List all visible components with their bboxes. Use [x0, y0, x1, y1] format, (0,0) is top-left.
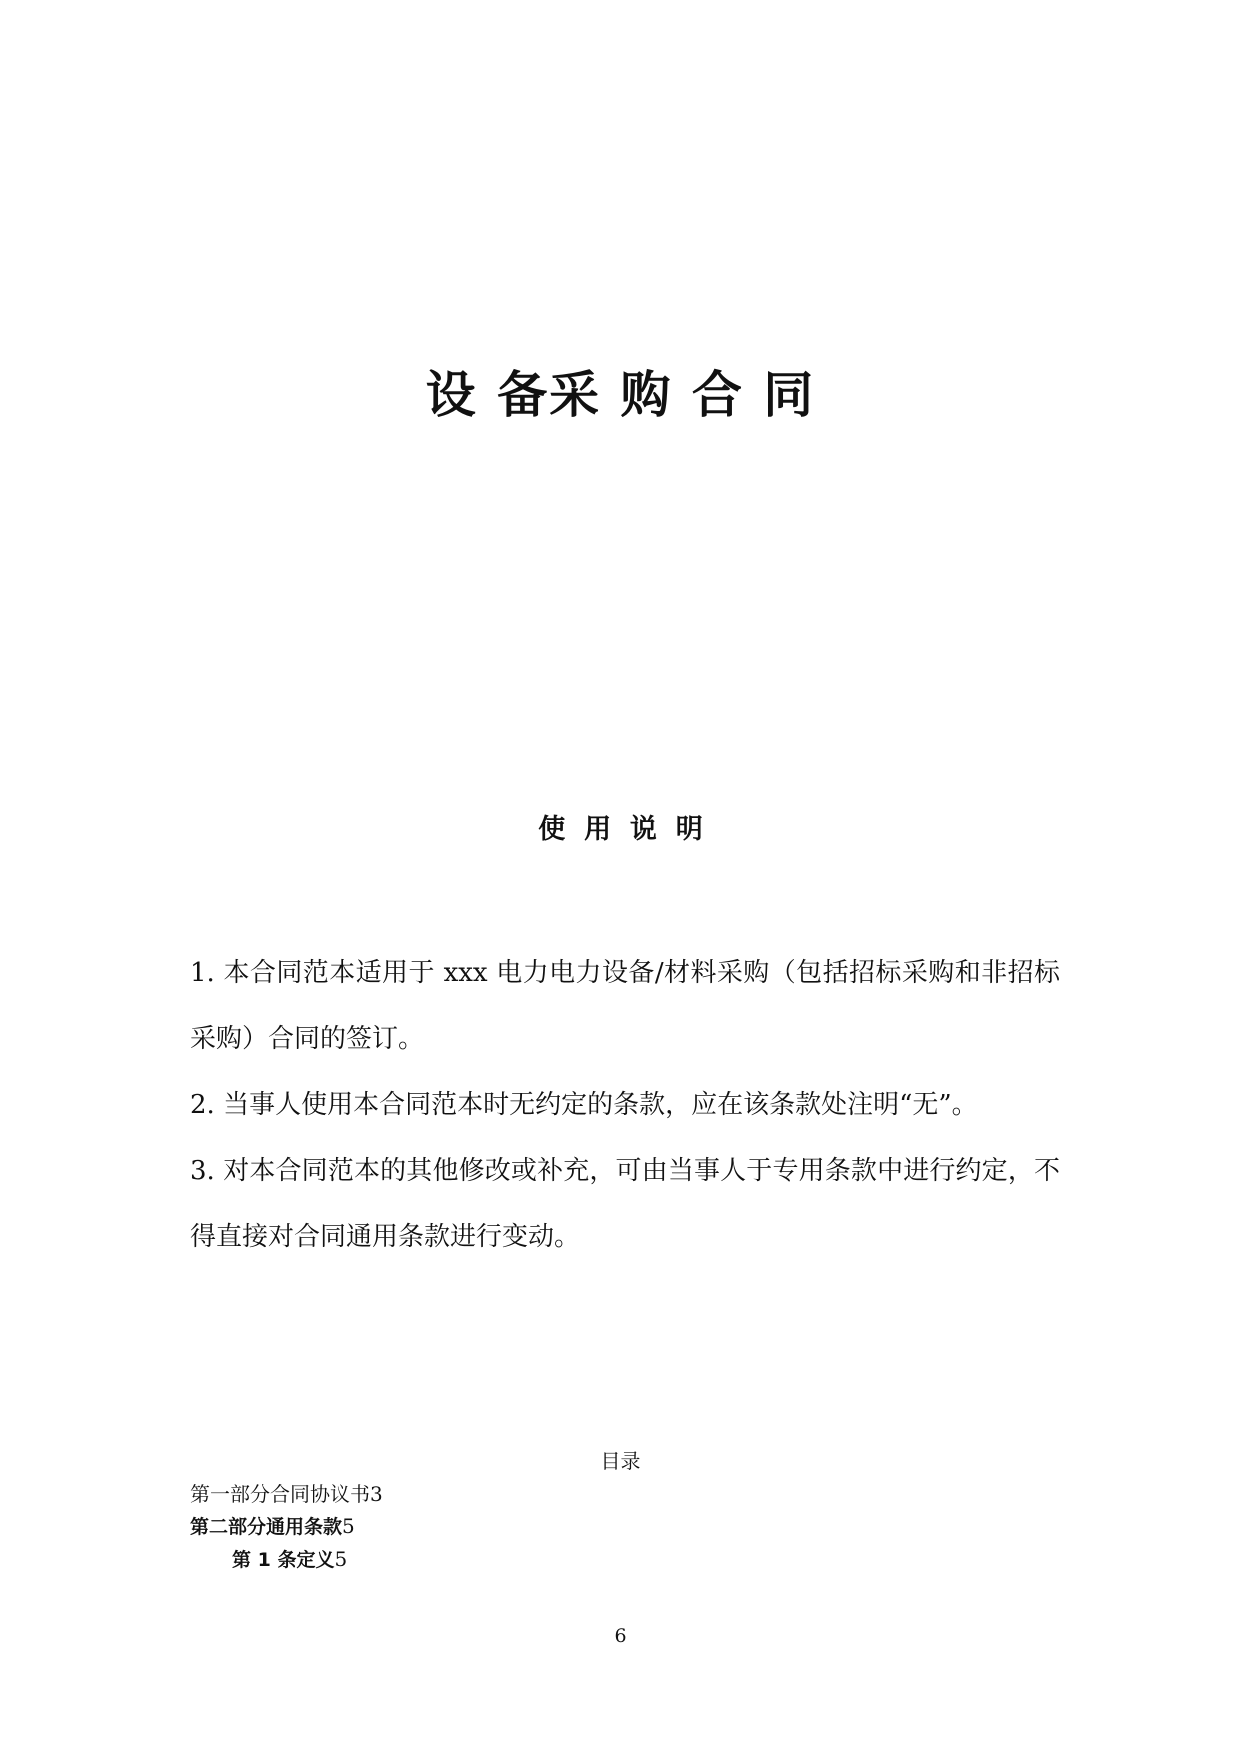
usage-paragraph-1: 1. 本合同范本适用于 xxx 电力电力设备/材料采购（包括招标采购和非招标采购）合同的签订。 — [190, 958, 1060, 1054]
toc-title: 目录 — [600, 1449, 641, 1473]
toc-item-page: 5 — [342, 1514, 355, 1538]
toc-item-part-two[interactable] — [190, 1510, 890, 1543]
toc-item-label: 第 1 条定义 — [232, 1549, 335, 1571]
toc-item-page: 3 — [370, 1482, 383, 1506]
toc-item-page: 5 — [334, 1547, 348, 1571]
toc-item-article-1[interactable] — [190, 1543, 890, 1576]
toc-item-label: 第二部分通用条款 — [190, 1516, 343, 1538]
document-title: 设 备采 购 合 同 — [425, 366, 816, 424]
toc-item-label: 第一部分合同协议书 — [190, 1482, 370, 1506]
usage-paragraph-2: 2. 当事人使用本合同范本时无约定的条款，应在该条款处注明“无”。 — [190, 1090, 978, 1120]
page-number: 6 — [614, 1625, 627, 1647]
usage-paragraph-3: 3. 对本合同范本的其他修改或补充，可由当事人于专用条款中进行约定，不得直接对合同通用条款进行变动。 — [190, 1156, 1060, 1252]
toc-item-part-one[interactable] — [190, 1478, 890, 1510]
table-of-contents — [190, 1478, 890, 1576]
usage-instructions-heading: 使 用 说 明 — [538, 814, 703, 845]
usage-instructions-body — [190, 940, 1060, 1270]
